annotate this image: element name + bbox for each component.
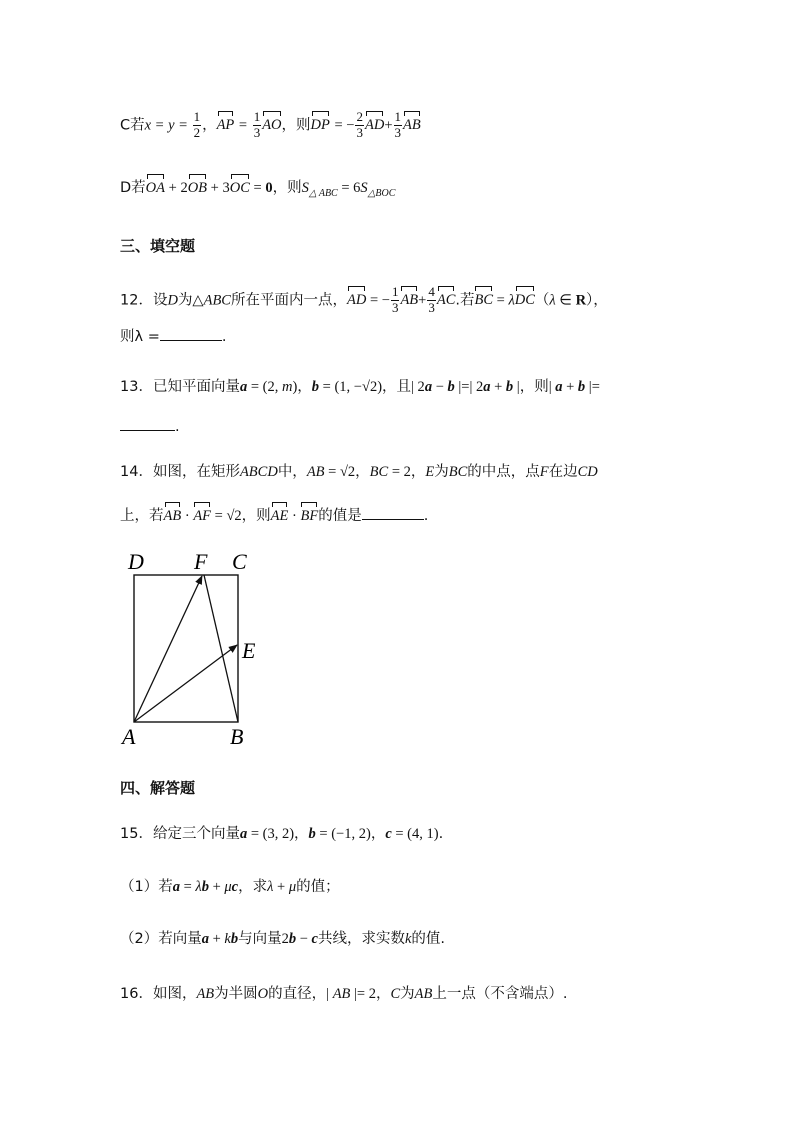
question-16: 16．如图，AB为半圆O的直径，| AB |= 2，C为AB上一点（不含端点）. <box>120 986 568 1002</box>
answer-blank[interactable] <box>362 507 424 520</box>
vector-af <box>134 576 202 722</box>
q12-number: 12． <box>120 292 153 309</box>
label-e: E <box>242 638 256 663</box>
label-a: A <box>122 724 136 749</box>
option-d-prefix: D若 <box>120 180 146 196</box>
label-d: D <box>128 549 144 574</box>
q14-number: 14． <box>120 464 153 480</box>
q16-number: 16． <box>120 986 153 1002</box>
option-c: C若x = y = $\frac{1}{2}$ ，AP = $\frac{1}{3}$ AO，则DP = − $\frac{2}{3}$ AD+ $\frac{1}{3}$ AB <box>120 109 421 140</box>
question-13: 13．已知平面向量a = (2, m)，b = (1, −√2)，且| 2a − b |=| 2a + b |，则| a + b |= <box>120 379 600 395</box>
label-c: C <box>232 549 247 574</box>
question-12-line2: 则λ = . <box>120 329 227 345</box>
section-answer: 四、解答题 <box>120 779 196 797</box>
option-c-prefix: C若 <box>120 117 145 134</box>
rectangle-diagram <box>120 543 270 753</box>
question-13-line2: . <box>120 418 180 435</box>
q13-number: 13． <box>120 379 153 395</box>
question-15-part1: （1）若a = λb + μc，求λ + μ的值； <box>120 879 340 895</box>
question-15-part2: （2）若向量a + kb与向量2b − c共线，求实数k的值. <box>120 931 446 947</box>
answer-blank[interactable] <box>120 418 175 431</box>
option-d: D若OA + 2OB + 3OC = 0，则$S_{\triangle ABC} = 6S_{\triangle BOC}$ <box>120 180 396 199</box>
vector-ae <box>134 645 237 722</box>
option-c-then: ，则 <box>281 117 311 134</box>
rectangle-abcd <box>134 575 238 722</box>
label-f: F <box>194 549 208 574</box>
question-12: 12．设D为△ABC所在平面内一点，AD = − $\frac{1}{3}$ AB+ $\frac{4}{3}$ AC.若BC = λDC（λ ∈ R）， <box>120 284 608 315</box>
label-b: B <box>230 724 244 749</box>
section-fill-blank: 三、填空题 <box>120 237 196 255</box>
q15-number: 15． <box>120 826 153 842</box>
question-14-line2: 上，若AB · AF = √2，则AE · BF的值是 . <box>120 508 429 524</box>
question-14: 14．如图，在矩形ABCD中，AB = √2，BC = 2，E为BC的中点，点F在边CD <box>120 464 598 480</box>
option-d-then: ，则 <box>272 180 302 196</box>
rectangle-figure <box>120 543 270 753</box>
question-15: 15．给定三个向量a = (3, 2)，b = (−1, 2)，c = (4, 1). <box>120 826 444 842</box>
answer-blank[interactable] <box>160 328 222 341</box>
